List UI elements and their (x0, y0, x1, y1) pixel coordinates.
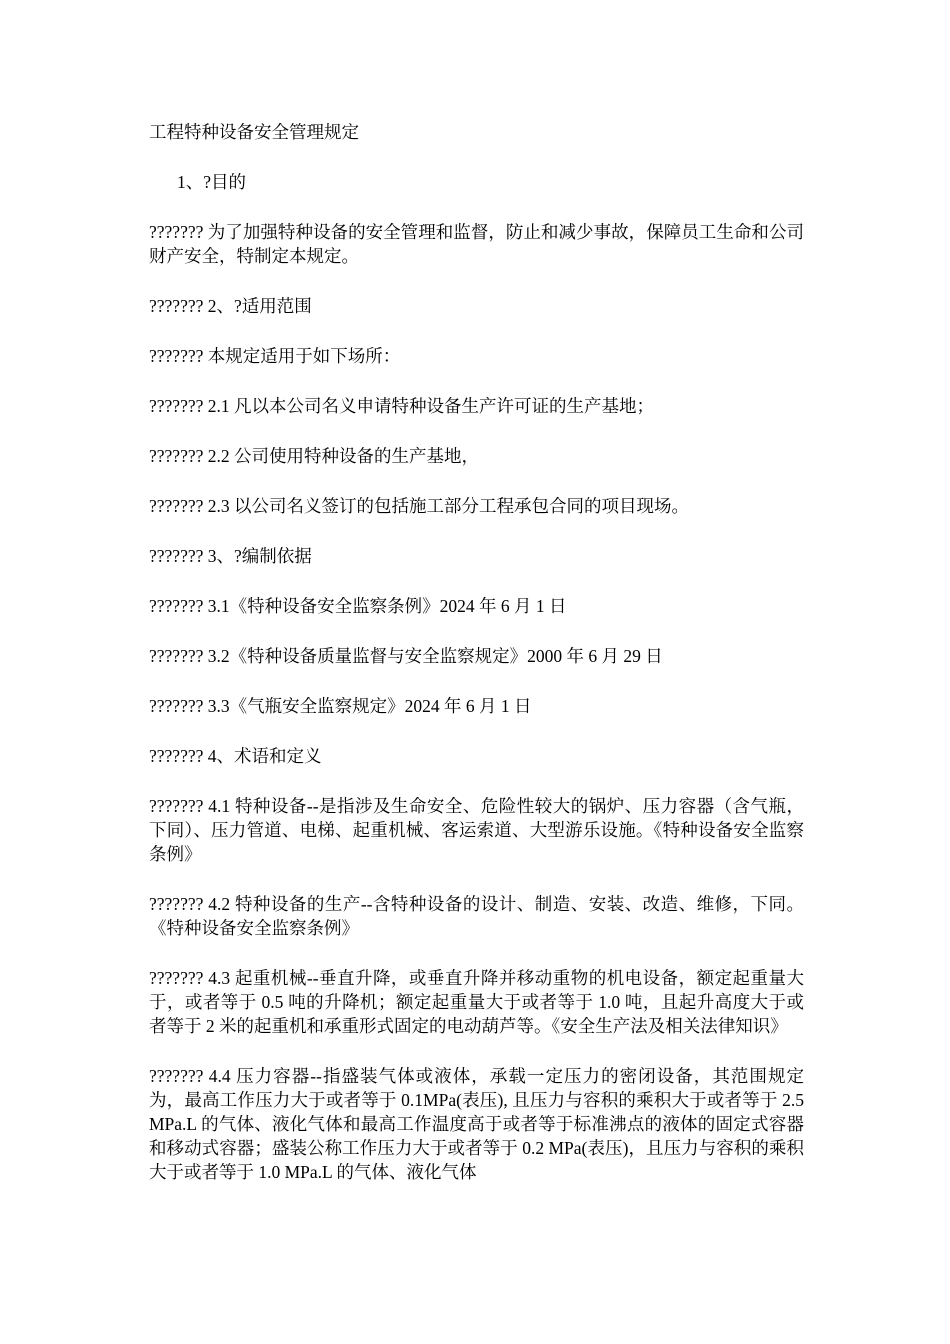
paragraph-scope-2-1: ??????? 2.1 凡以本公司名义申请特种设备生产许可证的生产基地； (149, 396, 654, 416)
paragraph-term-4-4: ??????? 4.4 压力容器--指盛装气体或液体，承载一定压力的密闭设备，其范围规定为，最高工作压力大于或者等于 0.1MPa(表压), 且压力与容积的乘积大于或者等于 2.5 MPa.L 的气体、液化气体和最高工作温度高于或者等于标准沸点的液体的固定式容器和移动式容器；盛装公称工作压力大于或者等于 0.2 MPa(表压)，且压力与容积的乘积大于或者等于 1.0 MPa.L 的气体、液化气体 (149, 1066, 804, 1182)
paragraph-term-4-3: ??????? 4.3 起重机械--垂直升降，或垂直升降并移动重物的机电设备，额定起重量大于，或者等于 0.5 吨的升降机；额定起重量大于或者等于 1.0 吨，且起升高度大于或者等于 2 米的起重机和承重形式固定的电动葫芦等。《安全生产法及相关法律知识》 (149, 968, 804, 1036)
paragraph-scope-2-2: ??????? 2.2 公司使用特种设备的生产基地， (149, 446, 479, 466)
section-heading-purpose: 1、?目的 (177, 172, 247, 192)
paragraph-basis-3-1: ??????? 3.1《特种设备安全监察条例》2024 年 6 月 1 日 (149, 596, 567, 616)
document-title: 工程特种设备安全管理规定 (149, 122, 359, 142)
paragraph-purpose-text: ??????? 为了加强特种设备的安全管理和监督，防止和减少事故，保障员工生命和公司财产安全，特制定本规定。 (149, 222, 804, 266)
section-heading-scope: ??????? 2、?适用范围 (149, 296, 312, 316)
document-body (149, 120, 804, 1184)
section-heading-basis: ??????? 3、?编制依据 (149, 546, 312, 566)
section-heading-terms: ??????? 4、术语和定义 (149, 746, 322, 766)
paragraph-basis-3-2: ??????? 3.2《特种设备质量监督与安全监察规定》2000 年 6 月 29 日 (149, 646, 663, 666)
paragraph-term-4-2: ??????? 4.2 特种设备的生产--含特种设备的设计、制造、安装、改造、维修，下同。《特种设备安全监察条例》 (149, 894, 804, 938)
paragraph-basis-3-3: ??????? 3.3《气瓶安全监察规定》2024 年 6 月 1 日 (149, 696, 532, 716)
paragraph-scope-2-3: ??????? 2.3 以公司名义签订的包括施工部分工程承包合同的项目现场。 (149, 496, 689, 516)
paragraph-scope-intro: ??????? 本规定适用于如下场所： (149, 346, 401, 366)
paragraph-term-4-1: ??????? 4.1 特种设备--是指涉及生命安全、危险性较大的锅炉、压力容器（含气瓶，下同）、压力管道、电梯、起重机械、客运索道、大型游乐设施。《特种设备安全监察条例》 (149, 796, 804, 864)
